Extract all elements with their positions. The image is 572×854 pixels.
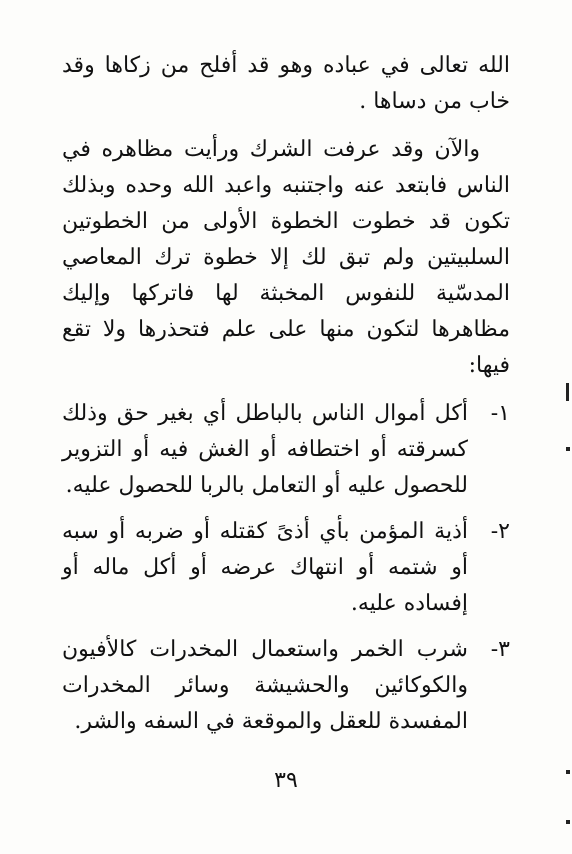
list-item-number: ٢- xyxy=(490,519,510,544)
main-paragraph: والآن وقد عرفت الشرك ورأيت مظاهره في الناس فابتعد عنه واجتنبه واعبد الله وحده وبذلك تكون قد خطوت الخطوة الأولى من الخطوتين السلبيتين ولم تبق لك إلا خطوة ترك المعاصي المدسّية للنفوس المخبثة لها فاتركها وإليك مظاهرها لتكون منها على علم فتحذرها ولا تقع فيها: xyxy=(62,137,510,378)
page-number: ٣٩ xyxy=(274,768,298,793)
scan-mark xyxy=(566,383,569,401)
list-item xyxy=(62,632,510,740)
intro-continuation: الله تعالى في عباده وهو قد أفلح من زكاها وقد خاب من دساها . xyxy=(62,53,510,114)
list-item-text: شرب الخمر واستعمال المخدرات كالأفيون والكوكائين والحشيشة وسائر المخدرات المفسدة للعقل والموقعة في السفه والشر. xyxy=(62,637,468,734)
scan-mark xyxy=(566,447,570,451)
scan-mark xyxy=(566,770,570,774)
list-item xyxy=(62,396,510,504)
scan-mark xyxy=(566,820,570,824)
list-item-text: أكل أموال الناس بالباطل أي بغير حق وذلك كسرقته أو اختطافه أو الغش فيه أو التزوير للحصول عليه أو التعامل بالربا للحصول عليه. xyxy=(62,401,468,498)
list-item-text: أذية المؤمن بأي أذىً كقتله أو ضربه أو سبه أو شتمه أو انتهاك عرضه أو أكل ماله أو إفساده عليه. xyxy=(62,519,468,616)
list-item xyxy=(62,514,510,622)
list-item-number: ٣- xyxy=(490,637,510,662)
list-item-number: ١- xyxy=(490,401,510,426)
page-body xyxy=(62,48,510,750)
